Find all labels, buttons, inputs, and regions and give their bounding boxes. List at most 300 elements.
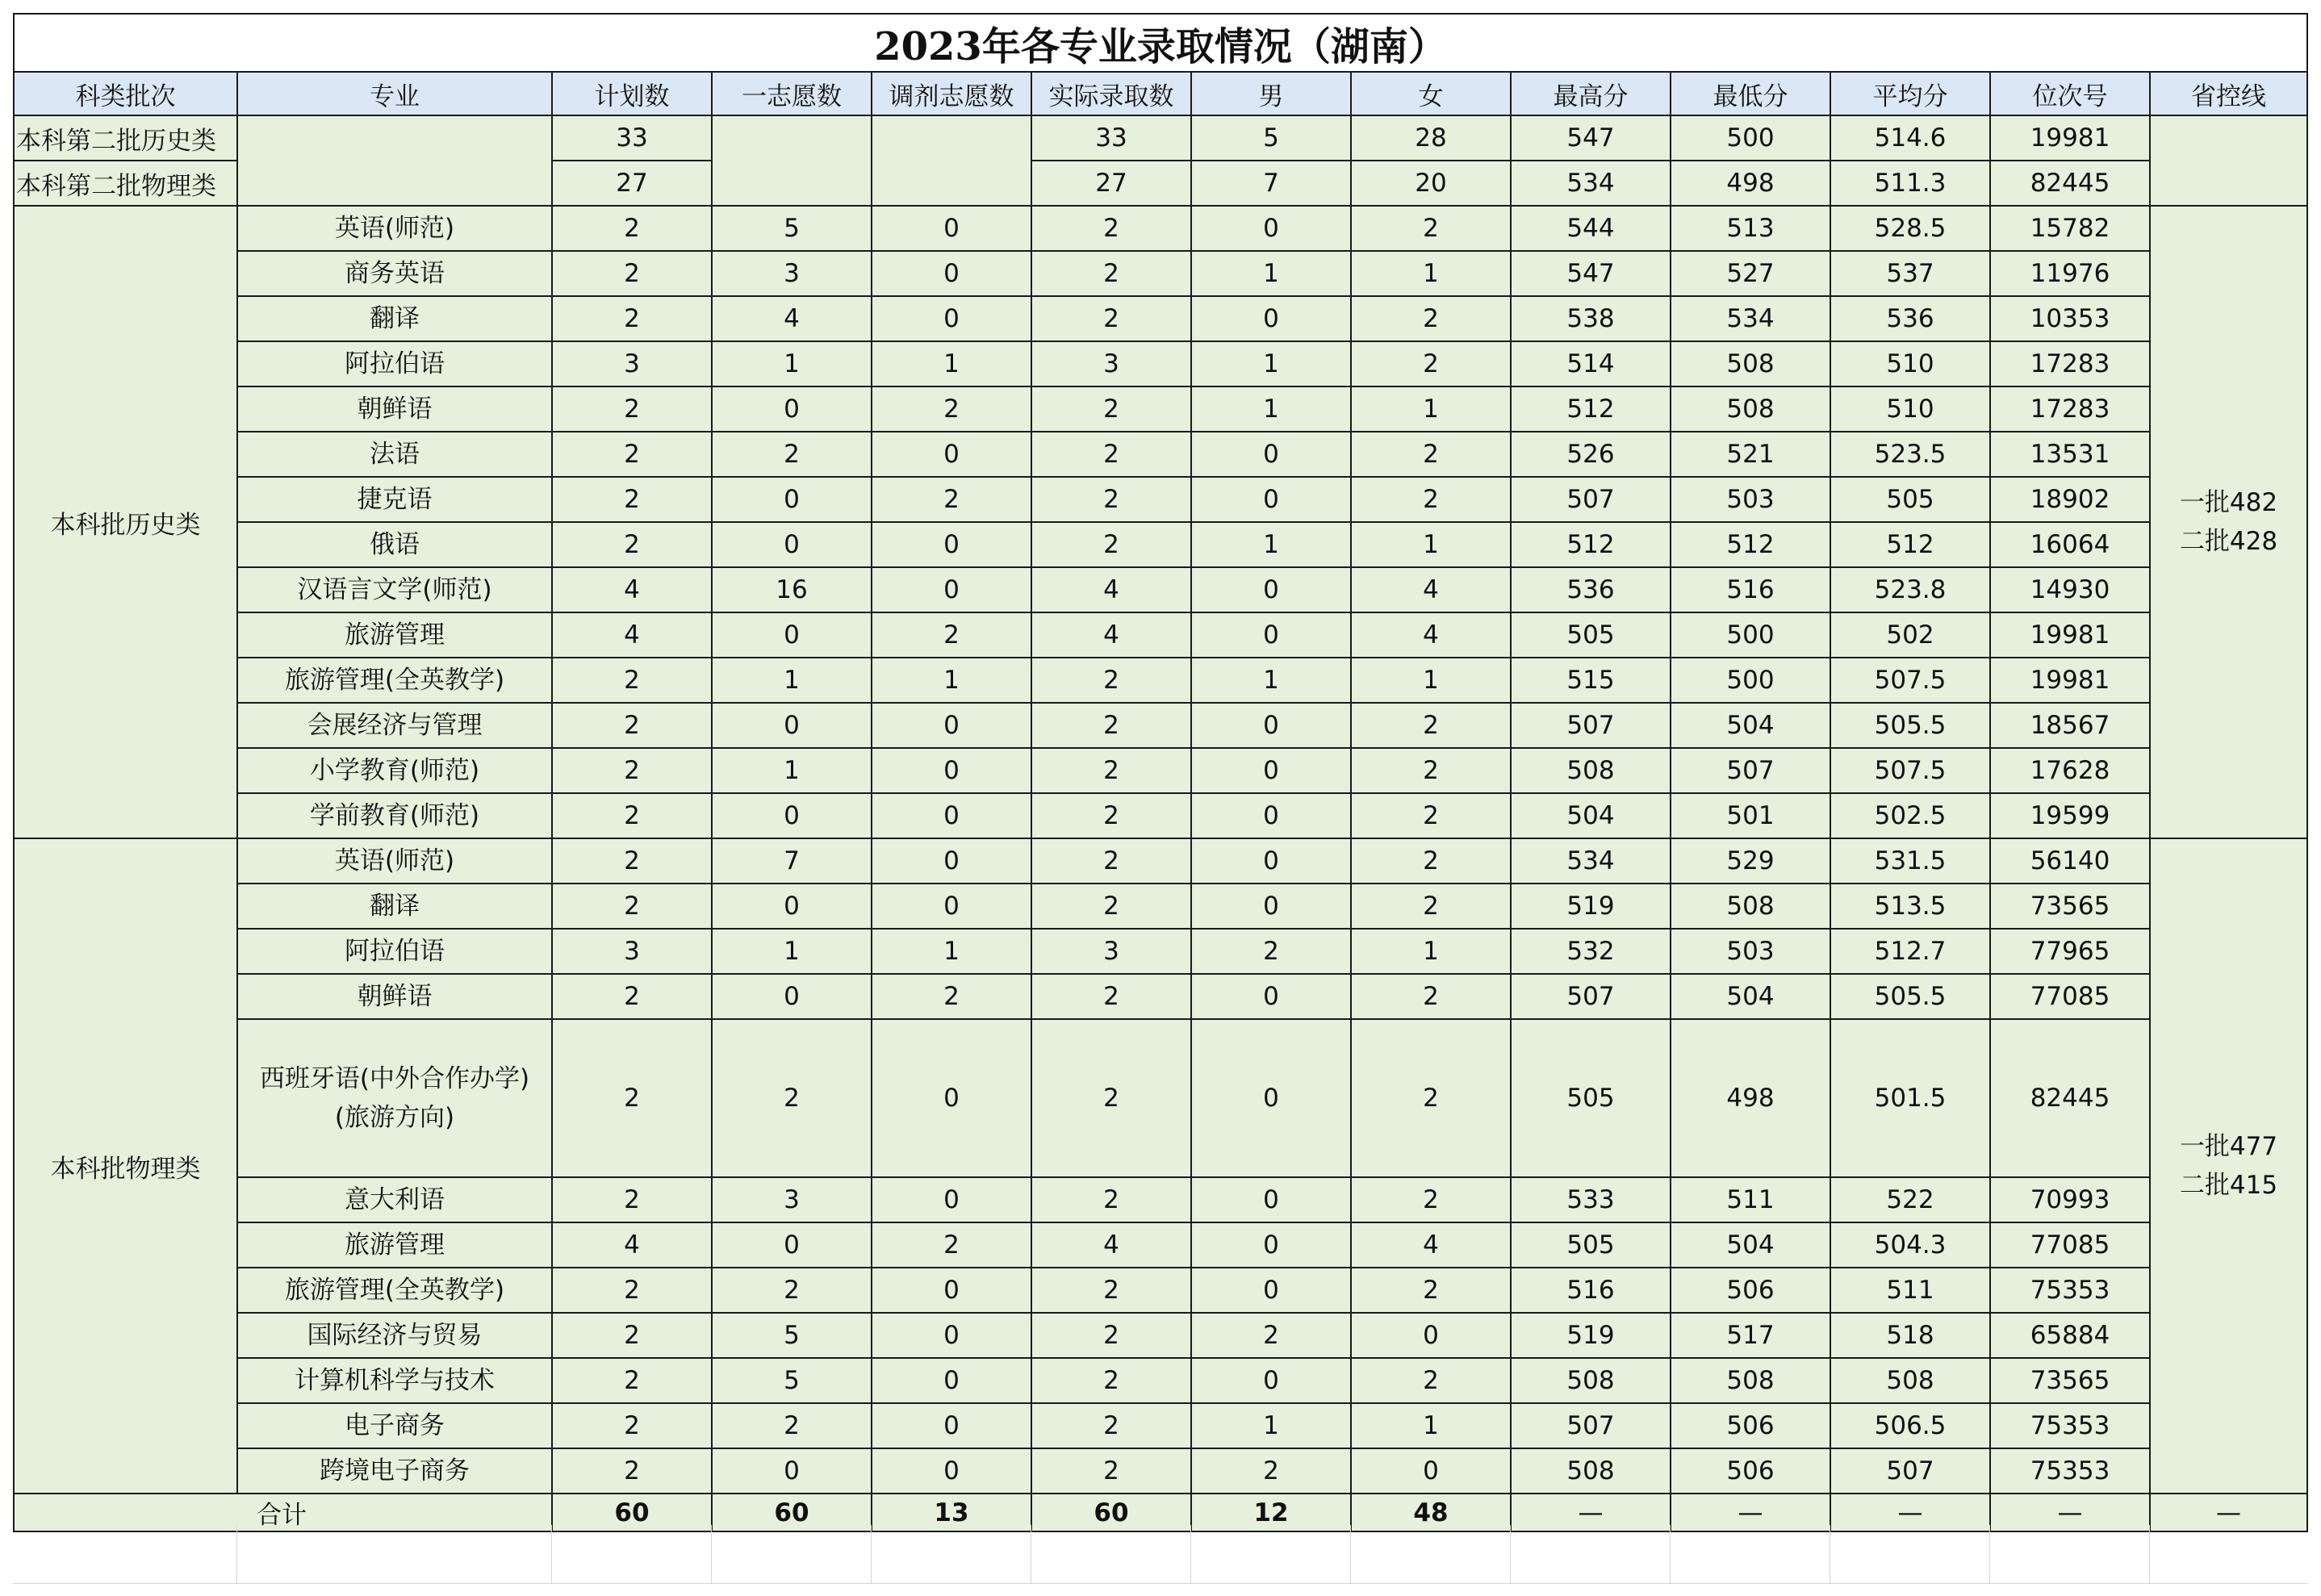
first-choice-cell: 2 — [712, 432, 872, 477]
plan-cell: 2 — [552, 296, 712, 341]
max-score-cell: 508 — [1511, 748, 1671, 793]
female-cell: 1 — [1351, 1403, 1511, 1448]
first-choice-cell: 5 — [712, 206, 872, 251]
control-line-value: 一批482 — [2179, 487, 2278, 517]
category-cell: 本科第二批物理类 — [14, 161, 237, 206]
major-cell: 意大利语 — [237, 1177, 552, 1222]
first-choice-cell: 7 — [712, 838, 872, 884]
rank-cell: 82445 — [1990, 1019, 2150, 1177]
control-line-cell — [2150, 838, 2307, 1494]
female-cell: 2 — [1351, 1268, 1511, 1313]
header-avg-score: 平均分 — [1830, 72, 1990, 115]
rank-cell: 75353 — [1990, 1403, 2150, 1448]
female-cell: 0 — [1351, 1313, 1511, 1358]
first-choice-cell: 1 — [712, 929, 872, 974]
male-cell: 0 — [1191, 1222, 1351, 1268]
male-cell: 0 — [1191, 748, 1351, 793]
max-score-cell: 534 — [1511, 838, 1671, 884]
actual-cell: 2 — [1031, 1313, 1191, 1358]
rank-cell: 19599 — [1990, 793, 2150, 838]
female-cell: 2 — [1351, 206, 1511, 251]
plan-cell: 2 — [552, 432, 712, 477]
female-cell: 2 — [1351, 1358, 1511, 1403]
rank-cell: 73565 — [1990, 884, 2150, 929]
table-row — [14, 1222, 2307, 1268]
male-cell: 7 — [1191, 161, 1351, 206]
rank-cell: 17283 — [1990, 386, 2150, 432]
female-cell: 28 — [1351, 115, 1511, 161]
major-cell: 旅游管理 — [237, 1222, 552, 1268]
category-cell: 本科批物理类 — [14, 838, 237, 1494]
rank-cell: 82445 — [1990, 161, 2150, 206]
avg-score-cell: 502.5 — [1830, 793, 1990, 838]
rank-cell: 56140 — [1990, 838, 2150, 884]
rank-cell: 15782 — [1990, 206, 2150, 251]
plan-cell: 2 — [552, 1313, 712, 1358]
male-cell: 0 — [1191, 838, 1351, 884]
first-choice-cell: 0 — [712, 477, 872, 522]
male-cell: 1 — [1191, 251, 1351, 296]
actual-cell: 2 — [1031, 386, 1191, 432]
female-cell: 4 — [1351, 612, 1511, 658]
adjusted-cell: 0 — [872, 884, 1031, 929]
table-row — [14, 296, 2307, 341]
rank-cell: 77085 — [1990, 974, 2150, 1019]
adjusted-cell: 2 — [872, 1222, 1031, 1268]
empty-sheet-grid — [13, 1525, 2308, 1583]
actual-cell: 2 — [1031, 1358, 1191, 1403]
table-row — [14, 929, 2307, 974]
table-body — [14, 115, 2307, 1494]
first-choice-cell: 1 — [712, 748, 872, 793]
rank-cell: 13531 — [1990, 432, 2150, 477]
male-cell: 0 — [1191, 567, 1351, 612]
control-line-cell — [2150, 115, 2307, 206]
first-choice-cell: 3 — [712, 251, 872, 296]
control-line-value: 一批477 — [2179, 1131, 2278, 1161]
major-cell: 电子商务 — [237, 1403, 552, 1448]
major-cell: 翻译 — [237, 296, 552, 341]
avg-score-cell: 531.5 — [1830, 838, 1990, 884]
male-cell: 0 — [1191, 296, 1351, 341]
min-score-cell: 521 — [1671, 432, 1830, 477]
table-row — [14, 567, 2307, 612]
actual-cell: 2 — [1031, 703, 1191, 748]
table-row — [14, 748, 2307, 793]
actual-cell: 2 — [1031, 206, 1191, 251]
actual-cell: 2 — [1031, 1177, 1191, 1222]
category-cell: 本科批历史类 — [14, 206, 237, 838]
avg-score-cell: 506.5 — [1830, 1403, 1990, 1448]
actual-cell: 4 — [1031, 567, 1191, 612]
rank-cell: 17628 — [1990, 748, 2150, 793]
male-cell: 0 — [1191, 1268, 1351, 1313]
plan-cell: 2 — [552, 658, 712, 703]
female-cell: 2 — [1351, 1177, 1511, 1222]
actual-cell: 3 — [1031, 929, 1191, 974]
max-score-cell: 534 — [1511, 161, 1671, 206]
first-choice-cell: 3 — [712, 1177, 872, 1222]
table-row — [14, 1313, 2307, 1358]
min-score-cell: 511 — [1671, 1177, 1830, 1222]
adjusted-cell: 2 — [872, 612, 1031, 658]
rank-cell: 10353 — [1990, 296, 2150, 341]
plan-cell: 2 — [552, 974, 712, 1019]
first-choice-cell — [712, 115, 872, 206]
min-score-cell: 508 — [1671, 884, 1830, 929]
plan-cell: 2 — [552, 1019, 712, 1177]
plan-cell: 2 — [552, 1177, 712, 1222]
male-cell: 0 — [1191, 703, 1351, 748]
max-score-cell: 519 — [1511, 1313, 1671, 1358]
avg-score-cell: 523.5 — [1830, 432, 1990, 477]
female-cell: 4 — [1351, 1222, 1511, 1268]
male-cell: 1 — [1191, 522, 1351, 567]
male-cell: 0 — [1191, 1358, 1351, 1403]
header-category: 科类批次 — [14, 72, 237, 115]
max-score-cell: 505 — [1511, 1222, 1671, 1268]
female-cell: 1 — [1351, 522, 1511, 567]
min-score-cell: 516 — [1671, 567, 1830, 612]
table-row — [14, 206, 2307, 251]
rank-cell: 77965 — [1990, 929, 2150, 974]
min-score-cell: 501 — [1671, 793, 1830, 838]
female-cell: 2 — [1351, 341, 1511, 386]
header-male: 男 — [1191, 72, 1351, 115]
actual-cell: 2 — [1031, 838, 1191, 884]
adjusted-cell: 0 — [872, 748, 1031, 793]
min-score-cell: 527 — [1671, 251, 1830, 296]
actual-cell: 2 — [1031, 1448, 1191, 1494]
first-choice-cell: 0 — [712, 386, 872, 432]
plan-cell: 2 — [552, 386, 712, 432]
male-cell: 1 — [1191, 1403, 1351, 1448]
avg-score-cell: 507 — [1830, 1448, 1990, 1494]
table-row — [14, 838, 2307, 884]
min-score-cell: 529 — [1671, 838, 1830, 884]
min-score-cell: 500 — [1671, 115, 1830, 161]
actual-cell: 2 — [1031, 251, 1191, 296]
major-cell: 翻译 — [237, 884, 552, 929]
table-row — [14, 251, 2307, 296]
major-cell: 阿拉伯语 — [237, 341, 552, 386]
first-choice-cell: 0 — [712, 703, 872, 748]
actual-cell: 4 — [1031, 1222, 1191, 1268]
max-score-cell: 512 — [1511, 522, 1671, 567]
major-cell: 俄语 — [237, 522, 552, 567]
actual-cell: 2 — [1031, 1403, 1191, 1448]
min-score-cell: 506 — [1671, 1448, 1830, 1494]
avg-score-cell: 505.5 — [1830, 974, 1990, 1019]
plan-cell: 2 — [552, 206, 712, 251]
male-cell: 0 — [1191, 206, 1351, 251]
max-score-cell: 547 — [1511, 251, 1671, 296]
table-row — [14, 612, 2307, 658]
major-cell-empty — [237, 115, 552, 206]
avg-score-cell: 536 — [1830, 296, 1990, 341]
min-score-cell: 508 — [1671, 386, 1830, 432]
plan-cell: 2 — [552, 1358, 712, 1403]
actual-cell: 2 — [1031, 522, 1191, 567]
first-choice-cell: 4 — [712, 296, 872, 341]
avg-score-cell: 507.5 — [1830, 658, 1990, 703]
total-adjusted: 13 — [872, 1494, 1031, 1531]
total-max-score: — — [1511, 1494, 1671, 1531]
max-score-cell: 514 — [1511, 341, 1671, 386]
rank-cell: 77085 — [1990, 1222, 2150, 1268]
first-choice-cell: 0 — [712, 1448, 872, 1494]
rank-cell: 19981 — [1990, 612, 2150, 658]
max-score-cell: 516 — [1511, 1268, 1671, 1313]
male-cell: 0 — [1191, 884, 1351, 929]
adjusted-cell: 0 — [872, 1448, 1031, 1494]
major-cell: 旅游管理(全英教学) — [237, 1268, 552, 1313]
female-cell: 1 — [1351, 386, 1511, 432]
avg-score-cell: 510 — [1830, 341, 1990, 386]
male-cell: 0 — [1191, 477, 1351, 522]
avg-score-cell: 502 — [1830, 612, 1990, 658]
avg-score-cell: 505 — [1830, 477, 1990, 522]
adjusted-cell: 0 — [872, 567, 1031, 612]
table-row — [14, 1019, 2307, 1177]
first-choice-cell: 5 — [712, 1358, 872, 1403]
female-cell: 0 — [1351, 1448, 1511, 1494]
min-score-cell: 506 — [1671, 1268, 1830, 1313]
plan-cell: 4 — [552, 1222, 712, 1268]
avg-score-cell: 511.3 — [1830, 161, 1990, 206]
max-score-cell: 507 — [1511, 974, 1671, 1019]
plan-cell: 2 — [552, 1403, 712, 1448]
first-choice-cell: 0 — [712, 612, 872, 658]
male-cell: 2 — [1191, 1313, 1351, 1358]
rank-cell: 70993 — [1990, 1177, 2150, 1222]
adjusted-cell: 0 — [872, 522, 1031, 567]
first-choice-cell: 0 — [712, 974, 872, 1019]
max-score-cell: 507 — [1511, 1403, 1671, 1448]
actual-cell: 4 — [1031, 612, 1191, 658]
header-plan: 计划数 — [552, 72, 712, 115]
min-score-cell: 498 — [1671, 161, 1830, 206]
max-score-cell: 544 — [1511, 206, 1671, 251]
rank-cell: 18902 — [1990, 477, 2150, 522]
actual-cell: 2 — [1031, 296, 1191, 341]
plan-cell: 3 — [552, 929, 712, 974]
adjusted-cell: 2 — [872, 974, 1031, 1019]
min-score-cell: 500 — [1671, 612, 1830, 658]
female-cell: 1 — [1351, 929, 1511, 974]
plan-cell: 27 — [552, 161, 712, 206]
adjusted-cell: 0 — [872, 1019, 1031, 1177]
male-cell: 5 — [1191, 115, 1351, 161]
table-row — [14, 115, 2307, 161]
adjusted-cell: 0 — [872, 251, 1031, 296]
max-score-cell: 512 — [1511, 386, 1671, 432]
header-adjusted: 调剂志愿数 — [872, 72, 1031, 115]
male-cell: 0 — [1191, 612, 1351, 658]
avg-score-cell: 510 — [1830, 386, 1990, 432]
avg-score-cell: 537 — [1830, 251, 1990, 296]
min-score-cell: 508 — [1671, 341, 1830, 386]
table-row — [14, 1268, 2307, 1313]
min-score-cell: 506 — [1671, 1403, 1830, 1448]
avg-score-cell: 514.6 — [1830, 115, 1990, 161]
adjusted-cell: 0 — [872, 1313, 1031, 1358]
min-score-cell: 512 — [1671, 522, 1830, 567]
total-female: 48 — [1351, 1494, 1511, 1531]
rank-cell: 18567 — [1990, 703, 2150, 748]
header-control-line: 省控线 — [2150, 72, 2307, 115]
total-min-score: — — [1671, 1494, 1830, 1531]
table-row — [14, 1358, 2307, 1403]
female-cell: 2 — [1351, 477, 1511, 522]
header-rank: 位次号 — [1990, 72, 2150, 115]
max-score-cell: 504 — [1511, 793, 1671, 838]
control-line-value: 二批415 — [2179, 1171, 2278, 1200]
male-cell: 0 — [1191, 1019, 1351, 1177]
max-score-cell: 515 — [1511, 658, 1671, 703]
table-row — [14, 658, 2307, 703]
plan-cell: 4 — [552, 567, 712, 612]
avg-score-cell: 512.7 — [1830, 929, 1990, 974]
avg-score-cell: 511 — [1830, 1268, 1990, 1313]
major-cell: 汉语言文学(师范) — [237, 567, 552, 612]
major-cell: 法语 — [237, 432, 552, 477]
actual-cell: 33 — [1031, 115, 1191, 161]
total-actual: 60 — [1031, 1494, 1191, 1531]
total-avg-score: — — [1830, 1494, 1990, 1531]
actual-cell: 2 — [1031, 793, 1191, 838]
rank-cell: 19981 — [1990, 115, 2150, 161]
plan-cell: 2 — [552, 1268, 712, 1313]
table-row — [14, 1448, 2307, 1494]
min-score-cell: 503 — [1671, 477, 1830, 522]
avg-score-cell: 512 — [1830, 522, 1990, 567]
max-score-cell: 533 — [1511, 1177, 1671, 1222]
male-cell: 2 — [1191, 929, 1351, 974]
table-row — [14, 1403, 2307, 1448]
max-score-cell: 536 — [1511, 567, 1671, 612]
major-cell: 旅游管理 — [237, 612, 552, 658]
major-cell: 会展经济与管理 — [237, 703, 552, 748]
major-cell: 英语(师范) — [237, 206, 552, 251]
min-score-cell: 513 — [1671, 206, 1830, 251]
rank-cell: 75353 — [1990, 1268, 2150, 1313]
adjusted-cell: 0 — [872, 296, 1031, 341]
female-cell: 2 — [1351, 974, 1511, 1019]
major-cell: 阿拉伯语 — [237, 929, 552, 974]
avg-score-cell: 508 — [1830, 1358, 1990, 1403]
min-score-cell: 507 — [1671, 748, 1830, 793]
total-male: 12 — [1191, 1494, 1351, 1531]
female-cell: 2 — [1351, 1019, 1511, 1177]
adjusted-cell: 2 — [872, 386, 1031, 432]
header-actual: 实际录取数 — [1031, 72, 1191, 115]
actual-cell: 2 — [1031, 884, 1191, 929]
adjusted-cell: 0 — [872, 1358, 1031, 1403]
control-line-cell — [2150, 206, 2307, 838]
major-cell: 国际经济与贸易 — [237, 1313, 552, 1358]
first-choice-cell: 2 — [712, 1019, 872, 1177]
actual-cell: 2 — [1031, 974, 1191, 1019]
actual-cell: 27 — [1031, 161, 1191, 206]
table-row — [14, 522, 2307, 567]
max-score-cell: 507 — [1511, 477, 1671, 522]
male-cell: 1 — [1191, 658, 1351, 703]
table-row — [14, 1177, 2307, 1222]
male-cell: 1 — [1191, 341, 1351, 386]
min-score-cell: 504 — [1671, 703, 1830, 748]
max-score-cell: 508 — [1511, 1358, 1671, 1403]
min-score-cell: 500 — [1671, 658, 1830, 703]
first-choice-cell: 0 — [712, 522, 872, 567]
actual-cell: 2 — [1031, 477, 1191, 522]
header-major: 专业 — [237, 72, 552, 115]
actual-cell: 2 — [1031, 658, 1191, 703]
first-choice-cell: 1 — [712, 341, 872, 386]
first-choice-cell: 2 — [712, 1268, 872, 1313]
female-cell: 1 — [1351, 658, 1511, 703]
min-score-cell: 508 — [1671, 1358, 1830, 1403]
rank-cell: 65884 — [1990, 1313, 2150, 1358]
plan-cell: 2 — [552, 884, 712, 929]
plan-cell: 2 — [552, 477, 712, 522]
major-cell: 商务英语 — [237, 251, 552, 296]
header-row — [14, 72, 2307, 115]
max-score-cell: 507 — [1511, 703, 1671, 748]
female-cell: 4 — [1351, 567, 1511, 612]
adjusted-cell: 2 — [872, 477, 1031, 522]
avg-score-cell: 504.3 — [1830, 1222, 1990, 1268]
max-score-cell: 508 — [1511, 1448, 1671, 1494]
major-cell: 朝鲜语 — [237, 974, 552, 1019]
female-cell: 2 — [1351, 748, 1511, 793]
total-first-choice: 60 — [712, 1494, 872, 1531]
header-female: 女 — [1351, 72, 1511, 115]
header-min-score: 最低分 — [1671, 72, 1830, 115]
major-cell: 学前教育(师范) — [237, 793, 552, 838]
avg-score-cell: 528.5 — [1830, 206, 1990, 251]
avg-score-cell: 513.5 — [1830, 884, 1990, 929]
first-choice-cell: 0 — [712, 793, 872, 838]
female-cell: 2 — [1351, 793, 1511, 838]
avg-score-cell: 523.8 — [1830, 567, 1990, 612]
actual-cell: 2 — [1031, 432, 1191, 477]
max-score-cell: 505 — [1511, 612, 1671, 658]
adjusted-cell — [872, 115, 1031, 206]
plan-cell: 2 — [552, 522, 712, 567]
adjusted-cell: 0 — [872, 793, 1031, 838]
rank-cell: 75353 — [1990, 1448, 2150, 1494]
adjusted-cell: 0 — [872, 1268, 1031, 1313]
plan-cell: 2 — [552, 1448, 712, 1494]
category-cell: 本科第二批历史类 — [14, 115, 237, 161]
avg-score-cell: 522 — [1830, 1177, 1990, 1222]
rank-cell: 14930 — [1990, 567, 2150, 612]
female-cell: 2 — [1351, 703, 1511, 748]
adjusted-cell: 1 — [872, 658, 1031, 703]
max-score-cell: 538 — [1511, 296, 1671, 341]
table-row — [14, 432, 2307, 477]
table-row — [14, 793, 2307, 838]
table-row — [14, 703, 2307, 748]
table-row — [14, 477, 2307, 522]
female-cell: 2 — [1351, 296, 1511, 341]
table-row — [14, 884, 2307, 929]
avg-score-cell: 505.5 — [1830, 703, 1990, 748]
plan-cell: 2 — [552, 793, 712, 838]
rank-cell: 19981 — [1990, 658, 2150, 703]
major-cell: 英语(师范) — [237, 838, 552, 884]
